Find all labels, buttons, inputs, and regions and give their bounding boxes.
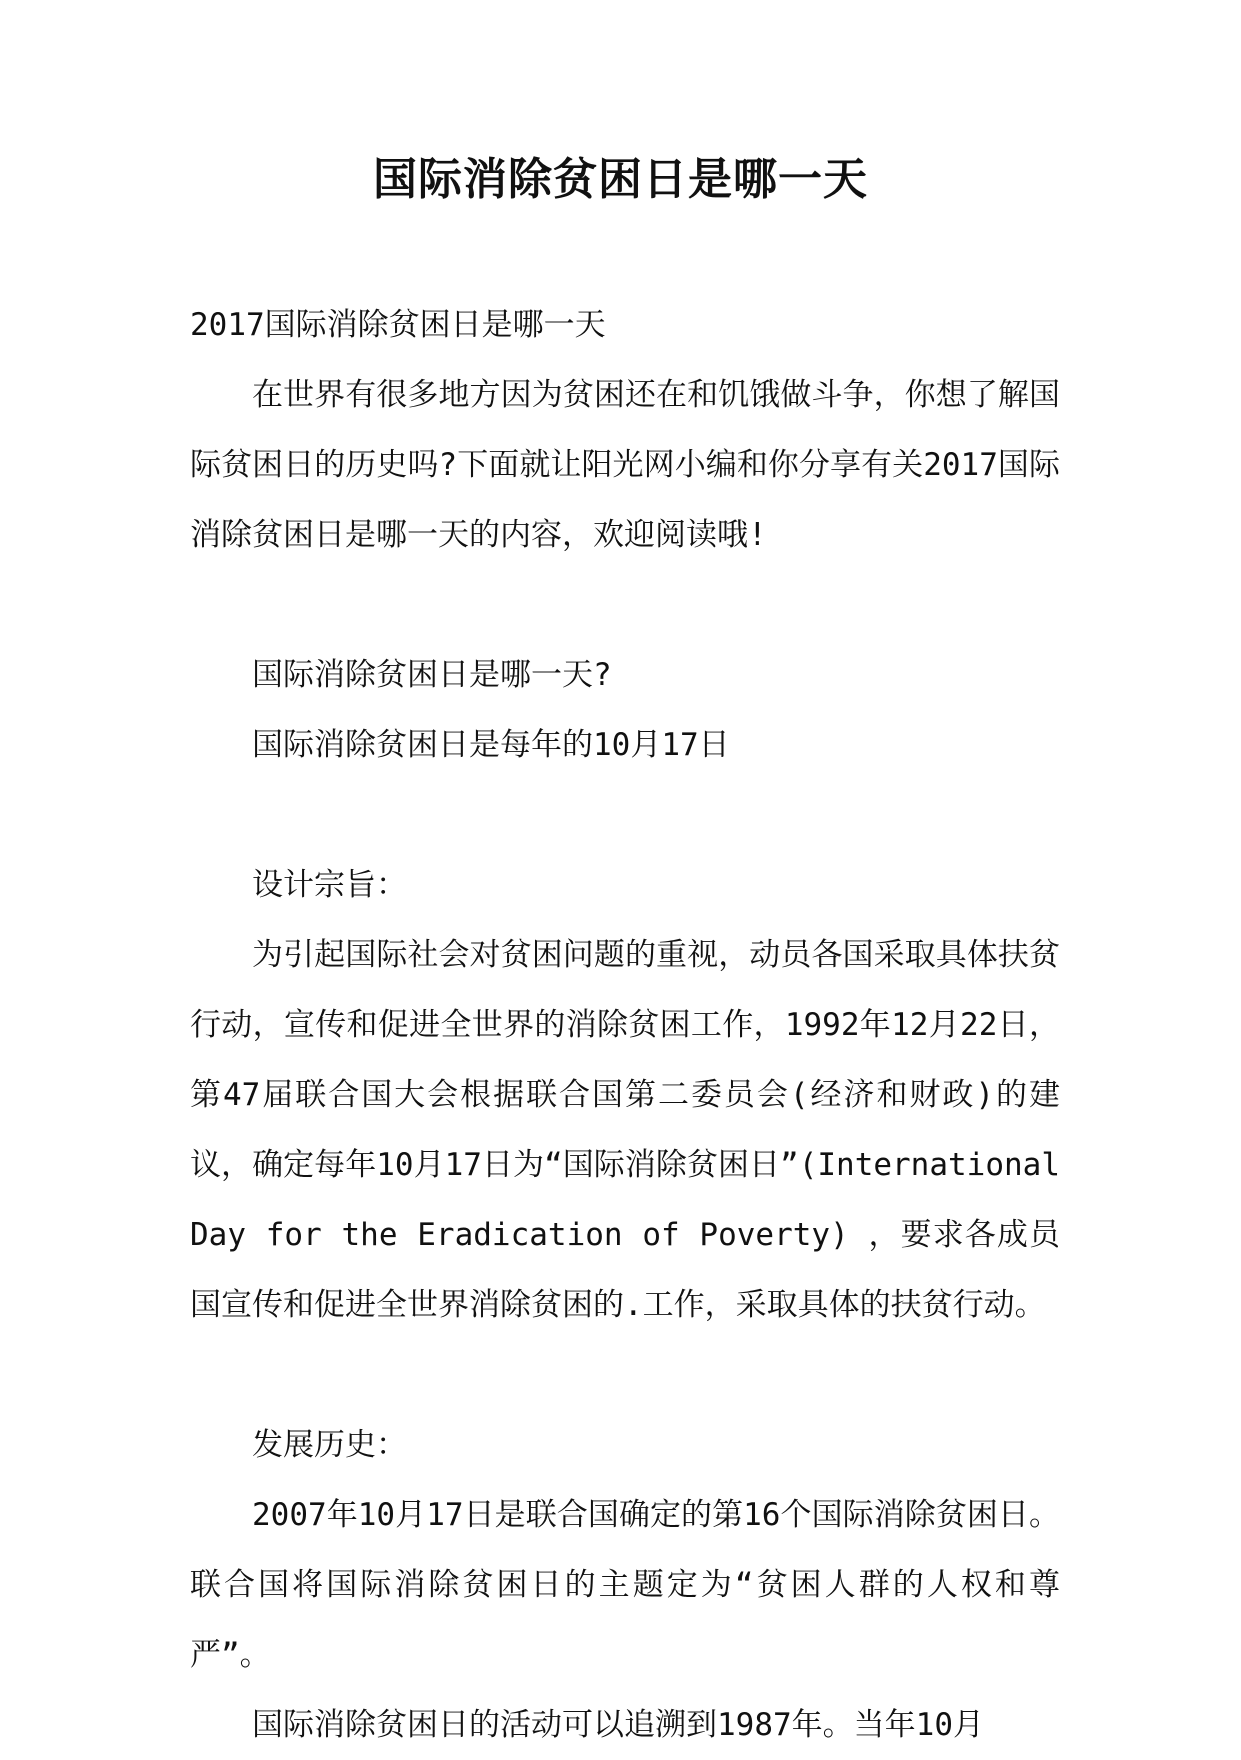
paragraph-purpose: 为引起国际社会对贫困问题的重视，动员各国采取具体扶贫行动，宣传和促进全世界的消除贫困工作，1992年12月22日，第47届联合国大会根据联合国第二委员会(经济和财政)的建议，确定每年10月17日为“国际消除贫困日”(International Day for the Eradication of Poverty) ，要求各成员国宣传和促进全世界消除贫困的.工作，采取具体的扶贫行动。 xyxy=(190,937,1060,1323)
paragraph-gap xyxy=(190,1340,1060,1410)
document-body xyxy=(190,290,1060,1760)
section-heading-purpose: 设计宗旨： xyxy=(252,867,407,903)
paragraph-history: 2007年10月17日是联合国确定的第16个国际消除贫困日。联合国将国际消除贫困日的主题定为“贫困人群的人权和尊严”。 xyxy=(190,1497,1060,1673)
paragraph-gap xyxy=(190,780,1060,850)
paragraph-gap xyxy=(190,570,1060,640)
paragraph-subtitle: 2017国际消除贫困日是哪一天 xyxy=(190,307,606,343)
document-title: 国际消除贫困日是哪一天 xyxy=(373,154,868,205)
paragraph-history-origin: 国际消除贫困日的活动可以追溯到1987年。当年10月 xyxy=(252,1707,984,1743)
paragraph-answer: 国际消除贫困日是每年的10月17日 xyxy=(252,727,730,763)
paragraph-intro: 在世界有很多地方因为贫困还在和饥饿做斗争，你想了解国际贫困日的历史吗?下面就让阳光网小编和你分享有关2017国际消除贫困日是哪一天的内容，欢迎阅读哦! xyxy=(190,377,1060,553)
section-heading-history: 发展历史： xyxy=(252,1427,407,1463)
paragraph-question: 国际消除贫困日是哪一天? xyxy=(252,657,612,693)
